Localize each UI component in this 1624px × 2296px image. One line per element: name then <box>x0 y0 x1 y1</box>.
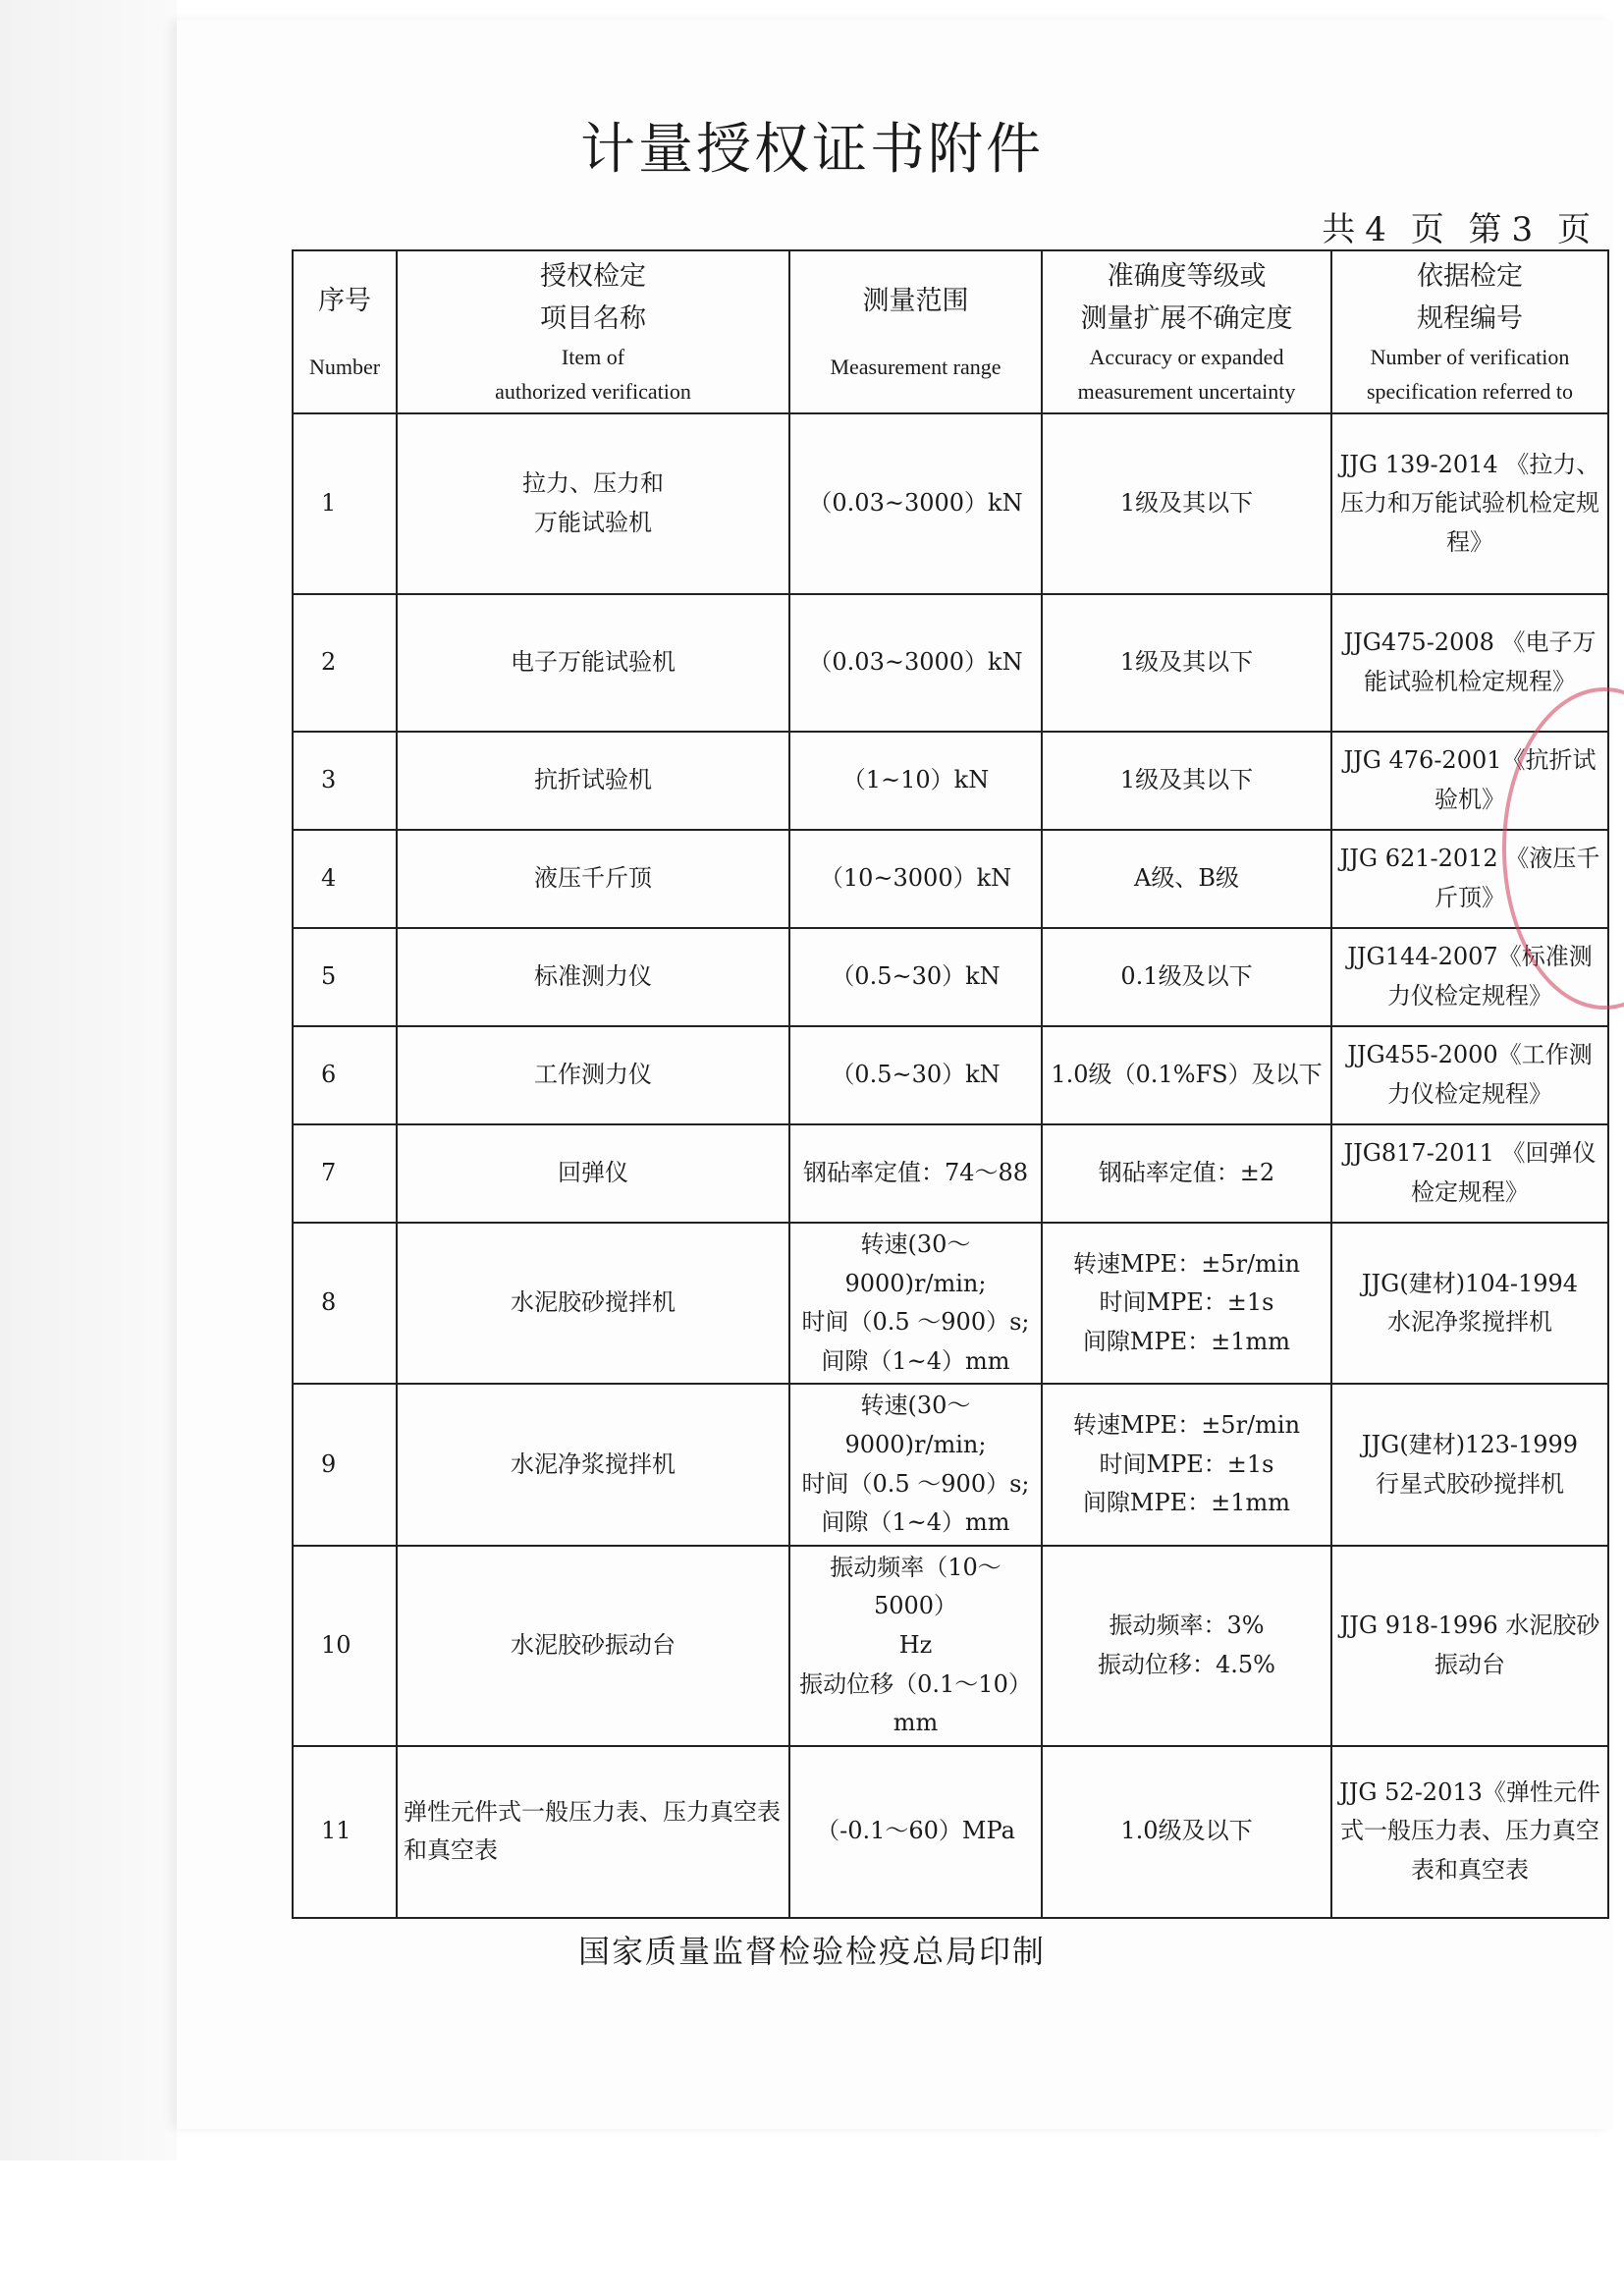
header-item-cn2: 项目名称 <box>540 302 646 334</box>
row-spec: JJG817-2011 《回弹仪检定规程》 <box>1331 1124 1608 1223</box>
page-suffix: 页 <box>1557 210 1595 249</box>
table-row <box>293 732 1608 830</box>
row-range: （0.03~3000）kN <box>789 594 1042 732</box>
row-range: 振动频率（10～5000） Hz 振动位移（0.1～10）mm <box>789 1546 1042 1746</box>
row-number: 6 <box>293 1026 397 1124</box>
header-accuracy <box>1042 250 1331 413</box>
row-number: 9 <box>293 1384 397 1545</box>
row-item: 液压千斤顶 <box>397 830 789 928</box>
header-item-cn1: 授权检定 <box>540 260 646 292</box>
row-range: （0.5~30）kN <box>789 928 1042 1026</box>
table-row <box>293 1746 1608 1918</box>
row-item: 电子万能试验机 <box>397 594 789 732</box>
row-number: 7 <box>293 1124 397 1223</box>
header-spec-en2: specification referred to <box>1366 379 1574 405</box>
row-number: 4 <box>293 830 397 928</box>
scan-margin <box>0 0 177 2160</box>
row-spec: JJG 139-2014 《拉力、压力和万能试验机检定规程》 <box>1331 413 1608 594</box>
row-spec: JJG144-2007《标准测力仪检定规程》 <box>1331 928 1608 1026</box>
row-range: （0.5~30）kN <box>789 1026 1042 1124</box>
row-item: 工作测力仪 <box>397 1026 789 1124</box>
header-spec-en1: Number of verification <box>1370 345 1570 369</box>
row-item: 拉力、压力和 万能试验机 <box>397 413 789 594</box>
header-range-en: Measurement range <box>830 355 1001 379</box>
row-number: 5 <box>293 928 397 1026</box>
row-accuracy: 转速MPE：±5r/min 时间MPE：±1s 间隙MPE：±1mm <box>1042 1384 1331 1545</box>
header-accuracy-cn1: 准确度等级或 <box>1107 260 1267 292</box>
header-spec-cn2: 规程编号 <box>1417 302 1523 334</box>
page-current-prefix: 第 <box>1468 210 1506 249</box>
row-accuracy: 钢砧率定值：±2 <box>1042 1124 1331 1223</box>
row-accuracy: A级、B级 <box>1042 830 1331 928</box>
row-accuracy: 振动频率：3% 振动位移：4.5% <box>1042 1546 1331 1746</box>
issuer-footer: 国家质量监督检验检疫总局印制 <box>577 1933 1046 1970</box>
row-accuracy: 1.0级及以下 <box>1042 1746 1331 1918</box>
header-item-en2: authorized verification <box>495 379 691 405</box>
row-number: 11 <box>293 1746 397 1918</box>
header-range <box>789 250 1042 413</box>
row-spec: JJG455-2000《工作测力仪检定规程》 <box>1331 1026 1608 1124</box>
row-range: 钢砧率定值：74～88 <box>789 1124 1042 1223</box>
header-seq-cn: 序号 <box>318 285 371 316</box>
row-spec: JJG 52-2013《弹性元件式一般压力表、压力真空表和真空表 <box>1331 1746 1608 1918</box>
row-number: 10 <box>293 1546 397 1746</box>
header-accuracy-en1: Accuracy or expanded <box>1089 345 1284 369</box>
row-range: （1~10）kN <box>789 732 1042 830</box>
row-item: 水泥胶砂振动台 <box>397 1546 789 1746</box>
row-spec: JJG(建材)123-1999 行星式胶砂搅拌机 <box>1331 1384 1608 1545</box>
row-number: 2 <box>293 594 397 732</box>
table-row <box>293 830 1608 928</box>
page-total-prefix: 共 <box>1322 210 1360 249</box>
row-accuracy: 1级及其以下 <box>1042 413 1331 594</box>
page-word: 页 <box>1410 210 1448 249</box>
table-row <box>293 413 1608 594</box>
page-title: 计量授权证书附件 <box>580 118 1044 182</box>
row-accuracy: 1级及其以下 <box>1042 594 1331 732</box>
table-row <box>293 928 1608 1026</box>
row-number: 1 <box>293 413 397 594</box>
table-row <box>293 1026 1608 1124</box>
header-seq-en: Number <box>308 355 381 379</box>
row-range: （10~3000）kN <box>789 830 1042 928</box>
row-accuracy: 1.0级（0.1%FS）及以下 <box>1042 1026 1331 1124</box>
row-spec: JJG 918-1996 水泥胶砂振动台 <box>1331 1546 1608 1746</box>
row-spec: JJG 476-2001《抗折试验机》 <box>1331 732 1608 830</box>
header-accuracy-en2: measurement uncertainty <box>1077 379 1296 405</box>
row-range: 转速(30～9000)r/min; 时间（0.5 ～900）s; 间隙（1~4）mm <box>789 1223 1042 1384</box>
row-item: 标准测力仪 <box>397 928 789 1026</box>
row-item: 水泥净浆搅拌机 <box>397 1384 789 1545</box>
row-item: 弹性元件式一般压力表、压力真空表和真空表 <box>397 1746 789 1918</box>
row-accuracy: 转速MPE：±5r/min 时间MPE：±1s 间隙MPE：±1mm <box>1042 1223 1331 1384</box>
row-spec: JJG475-2008 《电子万能试验机检定规程》 <box>1331 594 1608 732</box>
table-row <box>293 1124 1608 1223</box>
header-item-en1: Item of <box>561 345 625 369</box>
header-seq <box>293 250 397 413</box>
table-header-row <box>293 250 1608 413</box>
row-spec: JJG 621-2012 《液压千斤顶》 <box>1331 830 1608 928</box>
page-current: 3 <box>1511 210 1538 249</box>
row-accuracy: 1级及其以下 <box>1042 732 1331 830</box>
row-range: （0.03~3000）kN <box>789 413 1042 594</box>
authorization-table <box>292 249 1609 1919</box>
row-range: 转速(30～9000)r/min; 时间（0.5 ～900）s; 间隙（1~4）mm <box>789 1384 1042 1545</box>
table-row <box>293 594 1608 732</box>
row-number: 8 <box>293 1223 397 1384</box>
table-row <box>293 1223 1608 1384</box>
row-item: 回弹仪 <box>397 1124 789 1223</box>
row-number: 3 <box>293 732 397 830</box>
table-row <box>293 1546 1608 1746</box>
header-spec <box>1331 250 1608 413</box>
header-spec-cn1: 依据检定 <box>1417 260 1523 292</box>
page-number <box>1316 202 1595 250</box>
row-item: 抗折试验机 <box>397 732 789 830</box>
row-accuracy: 0.1级及以下 <box>1042 928 1331 1026</box>
page-total: 4 <box>1365 210 1390 249</box>
row-range: （-0.1～60）MPa <box>789 1746 1042 1918</box>
table-row <box>293 1384 1608 1545</box>
row-item: 水泥胶砂搅拌机 <box>397 1223 789 1384</box>
header-range-cn: 测量范围 <box>862 285 969 316</box>
row-spec: JJG(建材)104-1994 水泥净浆搅拌机 <box>1331 1223 1608 1384</box>
header-item <box>397 250 789 413</box>
header-accuracy-cn2: 测量扩展不确定度 <box>1080 302 1293 334</box>
